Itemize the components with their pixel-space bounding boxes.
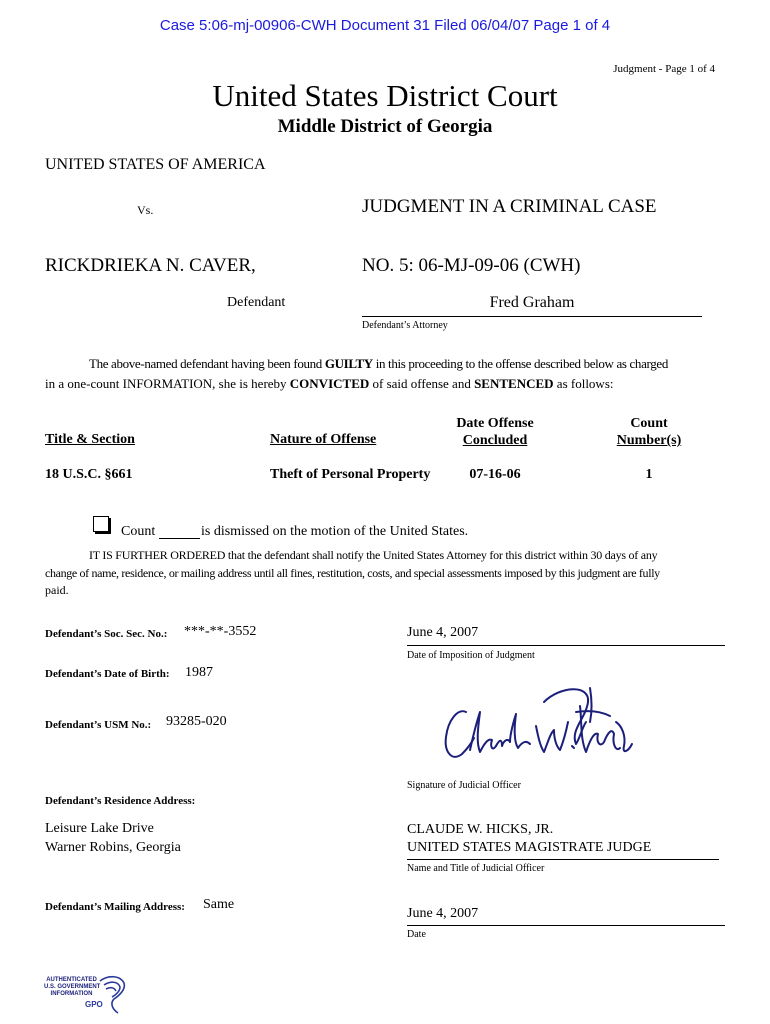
document-type: JUDGMENT IN A CRIMINAL CASE bbox=[362, 196, 657, 217]
dismissal-count-word: Count bbox=[121, 524, 156, 539]
defendant-name: RICKDRIEKA N. CAVER, bbox=[45, 255, 256, 276]
judge-name: CLAUDE W. HICKS, JR. bbox=[407, 822, 554, 837]
cell-title-section: 18 U.S.C. §661 bbox=[45, 467, 133, 482]
signature-label: Signature of Judicial Officer bbox=[407, 780, 521, 791]
residence-line1: Leisure Lake Drive bbox=[45, 821, 154, 836]
dismissal-count-blank bbox=[159, 538, 200, 539]
dob-label: Defendant’s Date of Birth: bbox=[45, 668, 170, 680]
plaintiff-name: UNITED STATES OF AMERICA bbox=[45, 156, 266, 173]
intro-paragraph: The above-named defendant having been found GUILTY in this proceeding to the offense described below as charged in a one-count INFORMATION, she is hereby CONVICTED of said offense and SENTENCED as follows: bbox=[45, 356, 668, 391]
attorney-signature-line bbox=[362, 316, 702, 317]
name-title-label: Name and Title of Judicial Officer bbox=[407, 863, 545, 874]
judgment-date-line bbox=[407, 925, 725, 926]
gpo-mark: GPO bbox=[85, 1000, 103, 1009]
filing-header: Case 5:06-mj-00906-CWH Document 31 Filed 06/04/07 Page 1 of 4 bbox=[159, 17, 611, 34]
residence-label: Defendant’s Residence Address: bbox=[45, 795, 196, 807]
imposition-label: Date of Imposition of Judgment bbox=[407, 650, 535, 661]
usm-value: 93285-020 bbox=[166, 714, 227, 729]
district-name: Middle District of Georgia bbox=[277, 116, 493, 137]
dismissal-checkbox[interactable] bbox=[93, 516, 109, 532]
mailing-value: Same bbox=[203, 897, 235, 912]
imposition-date: June 4, 2007 bbox=[407, 625, 479, 640]
attorney-label: Defendant’s Attorney bbox=[362, 320, 448, 331]
gpo-eagle-icon bbox=[96, 973, 128, 1017]
cell-nature-offense: Theft of Personal Property bbox=[270, 467, 431, 482]
header-date-concluded: Date Offense Concluded bbox=[456, 416, 534, 448]
court-title: United States District Court bbox=[212, 78, 558, 113]
cell-date-concluded: 07-16-06 bbox=[469, 467, 521, 482]
header-title-section: Title & Section bbox=[45, 432, 135, 447]
dob-value: 1987 bbox=[185, 665, 213, 680]
page-label: Judgment - Page 1 of 4 bbox=[613, 63, 715, 75]
versus-label: Vs. bbox=[137, 203, 154, 217]
judicial-signature bbox=[440, 682, 640, 772]
mailing-label: Defendant’s Mailing Address: bbox=[45, 901, 185, 913]
usm-label: Defendant’s USM No.: bbox=[45, 719, 152, 731]
imposition-date-line bbox=[407, 645, 725, 646]
judge-title: UNITED STATES MAGISTRATE JUDGE bbox=[407, 840, 652, 855]
order-paragraph: IT IS FURTHER ORDERED that the defendant shall notify the United States Attorney for this district within 30 days of any change of name, residence, or mailing address until all fines, restitution, costs, and special assessments imposed by this judgment are fully paid. bbox=[45, 548, 660, 597]
header-nature-offense: Nature of Offense bbox=[270, 432, 377, 447]
defendant-label: Defendant bbox=[227, 295, 286, 310]
header-count-number: Count Number(s) bbox=[616, 416, 682, 448]
ssn-value: ***-**-3552 bbox=[184, 624, 257, 639]
dismissal-text: is dismissed on the motion of the United States. bbox=[201, 524, 469, 539]
judge-name-line bbox=[407, 859, 719, 860]
attorney-name: Fred Graham bbox=[489, 294, 575, 311]
judgment-date: June 4, 2007 bbox=[407, 906, 479, 921]
residence-line2: Warner Robins, Georgia bbox=[45, 840, 181, 855]
cell-count-number: 1 bbox=[645, 467, 653, 482]
case-number: NO. 5: 06-MJ-09-06 (CWH) bbox=[362, 255, 581, 276]
ssn-label: Defendant’s Soc. Sec. No.: bbox=[45, 628, 168, 640]
date-label: Date bbox=[407, 929, 426, 940]
